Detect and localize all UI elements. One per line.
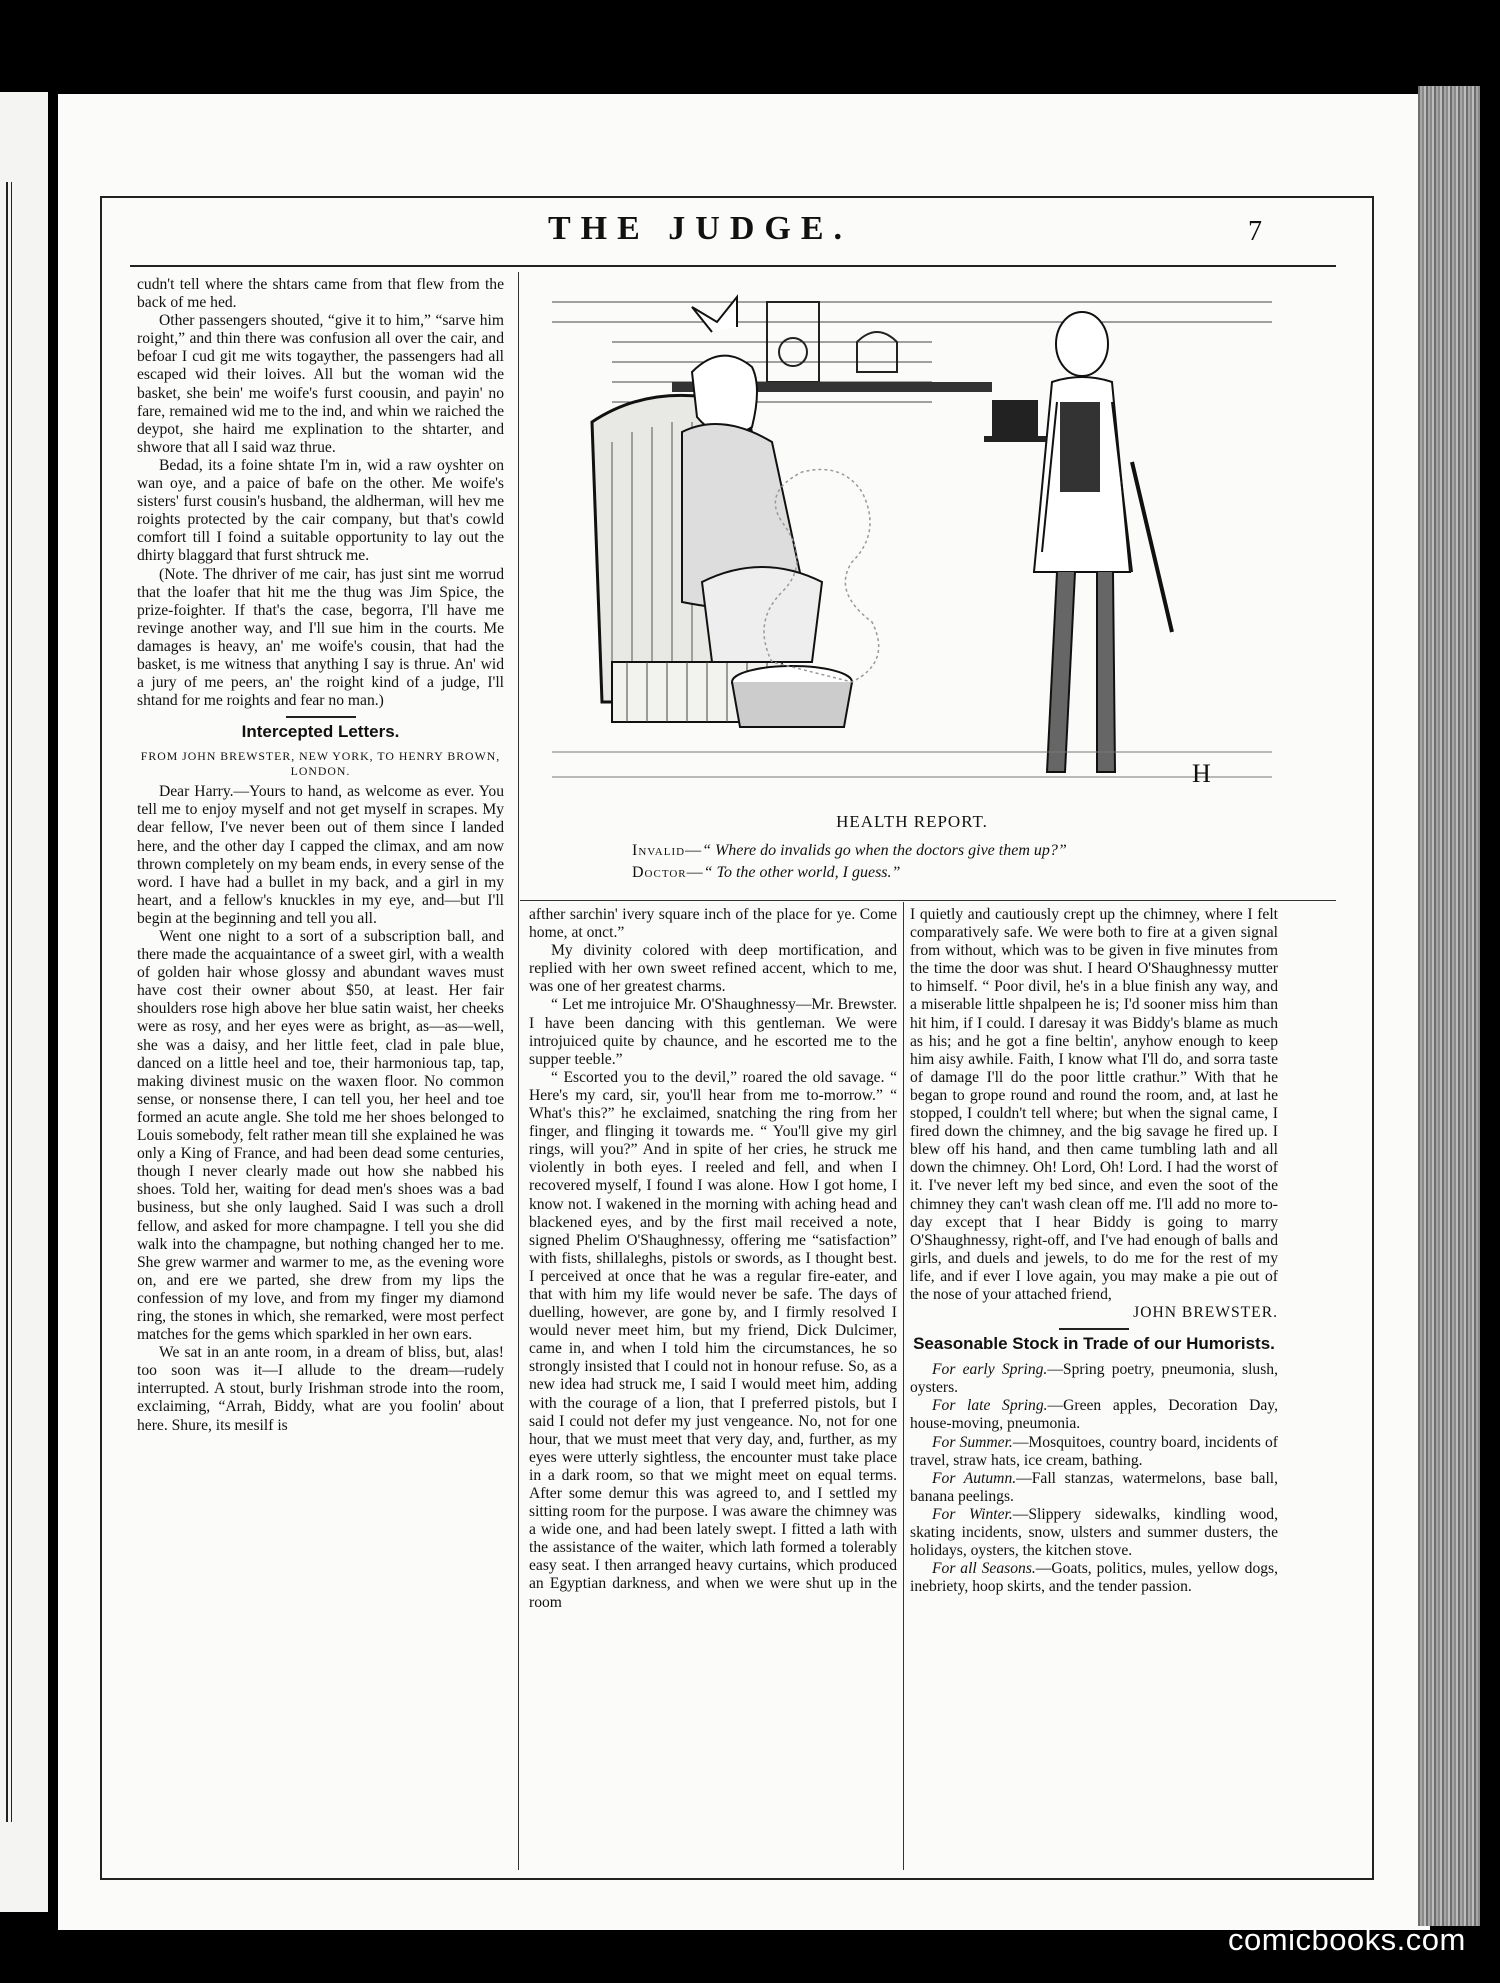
cartoon-bottom-rule [520, 900, 1336, 901]
stock-item [910, 1506, 1278, 1560]
paragraph: My divinity colored with deep mortification, and replied with her own sweet refined accent, which to me, was one of her greatest charms. [529, 942, 897, 996]
section-rule [286, 716, 356, 718]
letter-dateline: FROM JOHN BREWSTER, NEW YORK, TO HENRY BROWN, LONDON. [140, 749, 501, 779]
paragraph: afther sarchin' ivery square inch of the place for ye. Come home, at onct.” [529, 906, 897, 942]
stock-item [910, 1397, 1278, 1433]
section-rule [1059, 1328, 1129, 1330]
paragraph: “ Escorted you to the devil,” roared the old savage. “ Here's my card, sir, you'll hear from me to-morrow.” “ What's this?” he exclaimed, snatching the ring from her finger, and flinging it towards me. “ You'll give my girl rings, will you?” And in spite of her cries, he struck me violently in both eyes. I reeled and fell, and when I recovered myself, I found I was alone. How I got home, I know not. I wakened in the morning with aching head and blackened eyes, and by the first mail received a note, signed Phelim O'Shaughnessy, offering me “satisfaction” with fists, shillaleghs, pistols or swords, as I thought best. I perceived at once that he was a regular fire-eater, and that with him my life would never be safe. The days of duelling, however, are gone by, and I firmly resolved I would never meet him, but my friend, Dick Dulcimer, came in, and when I told him the circumstances, he so strongly insisted that I could not in honour refuse. So, as a new idea had struck me, I said I would meet him, adding with the courage of a lion, that I preferred pistols, but I said I could not defer my just vengeance. No, not for one hour, that we must meet that very day, and, further, as my eyes were utterly sightless, the encounter must take place in a dark room, so that we might meet on equal terms. After some demur this was agreed to, and I settled my sitting room for the purpose. I was aware the chimney was a wide one, and had been lately swept. I fitted a lath with the assistance of the waiter, which lath formed a tolerably easy seat. I then arranged heavy curtains, which produced an Egyptian darkness, and when we were shut up in the room [529, 1068, 897, 1611]
stock-item-text: —Spring poetry, pneumonia, slush, oysters. [910, 1361, 1278, 1397]
section-heading: Seasonable Stock in Trade of our Humorists. [913, 1334, 1275, 1354]
stock-item-season: For all Seasons. [932, 1560, 1036, 1578]
cartoon-illustration [552, 282, 1272, 802]
stock-item-text: —Fall stanzas, watermelons, base ball, banana peelings. [910, 1469, 1279, 1505]
caption-text: “ To the other world, I guess.” [703, 864, 901, 881]
section-heading: Intercepted Letters. [241, 722, 400, 742]
paragraph: Dear Harry.—Yours to hand, as welcome as ever. You tell me to enjoy myself and not get myself in scrapes. My dear fellow, I've never been out of them since I landed here, and the other day I capped the climax, and am now thrown completely on my beam ends, in every sense of the word. I have had a bullet in my back, and a girl in my heart, and a fellow's knuckles in my eye, and—but I'll begin at the beginning and tell you all. [137, 783, 504, 927]
paragraph: We sat in an ante room, in a dream of bliss, but, alas! too soon was it—I allude to the dream—rudely interrupted. A stout, burly Irishman strode into the room, exclaiming, “Arrah, Biddy, what are you foolin' about here. Shure, its mesilf is [137, 1344, 504, 1434]
paragraph: cudn't tell where the shtars came from that flew from the back of me hed. [137, 276, 504, 312]
watermark: comicbooks.com [1228, 1922, 1466, 1957]
page-number: 7 [1248, 216, 1262, 247]
stock-item [910, 1470, 1278, 1506]
header-rule [130, 265, 1336, 267]
paragraph: Went one night to a sort of a subscription ball, and there made the acquaintance of a sweet girl, with a wealth of golden hair whose glossy and abundant waves must have cost their owner about $50, at least. Her fair shoulders rose high above her blue satin waist, her cheeks were as rosy, and her eyes were as bright, as—as—well, she was a daisy, and her little feet, clad in pale blue, danced on a little heel and toe, their harmonious tap, tap, making divinest music on the waxen floor. No common sense, or nonsense there, I can tell you, her heel and toe formed an acute angle. She told me her shoes belonged to Louis somebody, felt rather mean till she explained he was only a King of France, and had been dead some centuries, though I never clearly made out how she nabbed his shoes. Told her, waiting for dead men's shoes was a bad business, but she only laughed. Said I was such a droll fellow, and asked for more champagne. I tell you she did walk into the champagne, but nothing changed her to me. She grew warmer and warmer to me, as the evening wore on, and ere we parted, she drew from my lips the confession of my love, and from my finger my diamond ring, the stones in which, she remarked, were most perfect matches for the gems which sparkled in her own ears. [137, 928, 504, 1344]
stock-item-season: For early Spring. [932, 1361, 1048, 1379]
cartoon-title: HEALTH REPORT. [836, 812, 988, 831]
caption-text: “ Where do invalids go when the doctors give them up?” [702, 842, 1067, 859]
column-3-story [910, 906, 1278, 1596]
previous-page-edge [0, 92, 48, 1912]
paragraph: (Note. The dhriver of me cair, has just sint me worrud that the loafer that hit me the thug was Jim Spice, the prize-foighter. If that's the case, begorra, I'll have me revinge another way, and I'll sue him in the courts. Me damages is heavy, an' me woife's cousin, that had the basket, is me witness that anything I say is thrue. An' wid a jury of me peers, an' the roight kind of a judge, I'll shtand for me roights and fear no man.) [137, 565, 504, 710]
stock-item-text: —Green apples, Decoration Day, house-moving, pneumonia. [910, 1397, 1278, 1433]
stock-item [910, 1560, 1278, 1596]
stock-item [910, 1434, 1278, 1470]
column-1-story [137, 276, 504, 1435]
masthead-title: THE JUDGE. [547, 210, 853, 247]
cartoon-caption-line [632, 864, 900, 882]
column-divider [903, 902, 904, 1870]
paragraph: Bedad, its a foine shtate I'm in, wid a raw oyshter on wan oye, and a paice of bafe on the other. Me woife's sisters' furst cousin's husband, the aldherman, will hev me roights protected by the cair company, but that's cowld comfort till I foind a suitable opportunity to lay out the dhirty blaggard that furst shtruck me. [137, 456, 504, 565]
paragraph: “ Let me introjuice Mr. O'Shaughnessy—Mr. Brewster. I have been dancing with this gentleman. We were introjuiced quite by chaunce, and he escorted me to the supper teeble.” [529, 996, 897, 1068]
column-divider [518, 272, 519, 1870]
stock-item-text: —Mosquitoes, country board, incidents of travel, straw hats, ice cream, bathing. [910, 1433, 1278, 1469]
artist-signature: H [1192, 759, 1211, 788]
stock-item-season: For Summer. [932, 1433, 1013, 1451]
stock-item-season: For Winter. [932, 1505, 1013, 1523]
stock-item-season: For late Spring. [932, 1397, 1048, 1415]
stock-list [910, 1361, 1278, 1596]
caption-speaker: Doctor— [632, 864, 704, 881]
stock-item-text: —Goats, politics, mules, yellow dogs, inebriety, hoop skirts, and the tender passion. [910, 1560, 1278, 1596]
letter-signature: JOHN BREWSTER. [1133, 1304, 1278, 1322]
caption-speaker: Invalid— [632, 842, 703, 859]
book-page-edges [1418, 86, 1480, 1926]
paragraph: I quietly and cautiously crept up the chimney, where I felt comparatively safe. We were both to fire at a given signal from without, which was to be given in five minutes from the time the door was shut. I heard O'Shaughnessy mutter to himself. “ Poor divil, he's in a blue finish any way, and a miserable little shpalpeen he is; I'd sooner miss him than hit him, if I could. I daresay it was Biddy's blame as much as his; and he got a fine beltin', anyhow enough to keep him aisy awhile. Faith, I know what I'll do, and sorra taste of damage I'll do the poor little crathur.” With that he began to grope round and round the room, and, at last he stopped, I couldn't tell where; but when the signal came, I fired down the chimney, and the big savage he fired up. I blew off his hand, and then came tumbling lath and all down the chimney. Oh! Lord, Oh! Lord. I had the worst of it. I've never left my bed since, and even the soot of the chimney they can't wash clean off me. I'll add no more to-day except that I hear Biddy is going to marry O'Shaughnessy, right-off, and I've had enough of balls and girls, and duels and jewels, to do me for the rest of my life, and if ever I love again, you may make a pie out of the nose of your attached friend, [910, 906, 1278, 1303]
cartoon-caption-line [632, 842, 1067, 860]
column-2-story [529, 906, 897, 1612]
stock-item-text: —Slippery sidewalks, kindling wood, skating incidents, snow, ulsters and summer dusters, the holidays, oysters, the kitchen stove. [910, 1505, 1278, 1560]
paragraph: Other passengers shouted, “give it to him,” “sarve him roight,” and thin there was confusion all over the cair, and befoar I cud git me wits togayther, the passengers had all escaped wid their loives. All but the woman wid the basket, she bein' me woife's furst coousin, and payin' no fare, remained wid me to the ind, and whin we raiched the deypot, she haird me explination to the shtarter, and shwore that all I said waz thrue. [137, 312, 504, 456]
stock-item [910, 1361, 1278, 1397]
stock-item-season: For Autumn. [932, 1469, 1017, 1487]
